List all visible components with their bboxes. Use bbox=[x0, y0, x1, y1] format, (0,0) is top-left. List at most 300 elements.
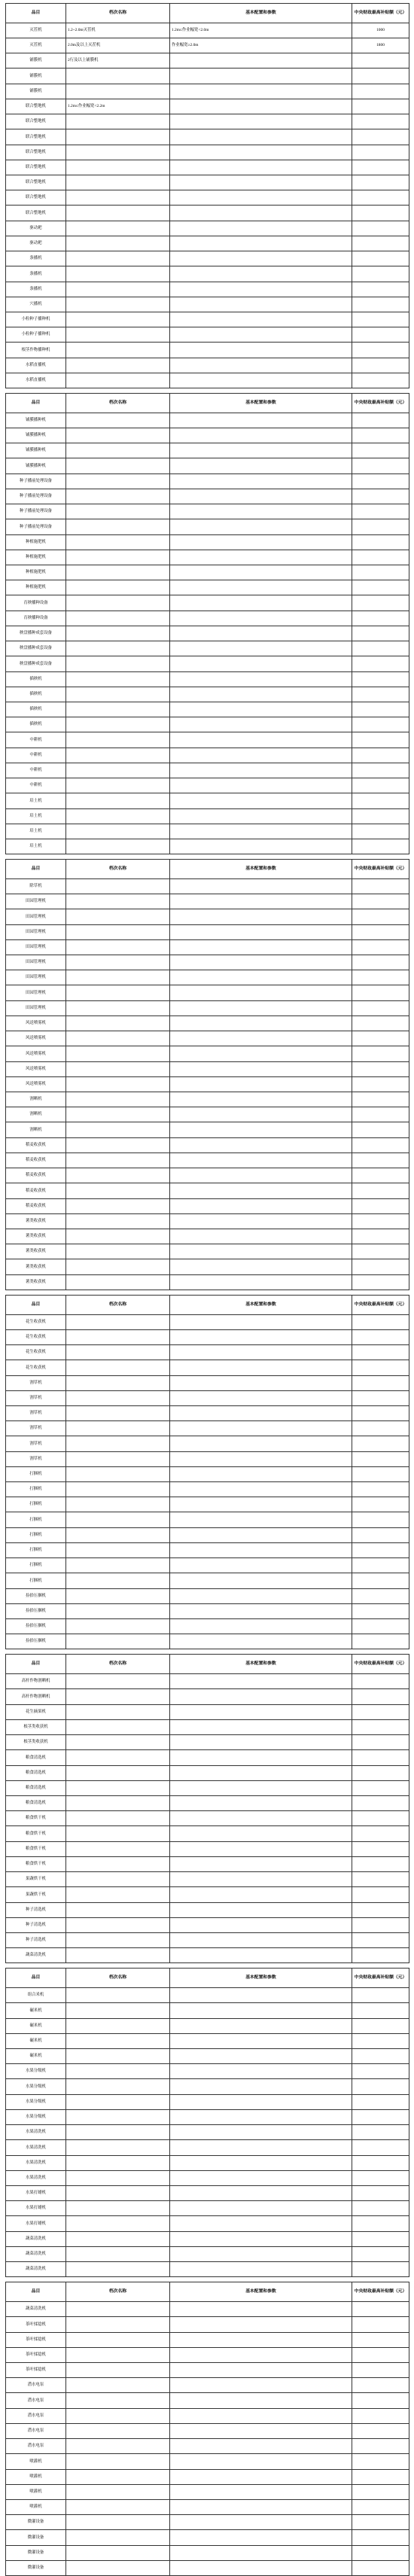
header-price: 中央财政最高补贴额（元） bbox=[352, 860, 409, 879]
cell-spec bbox=[170, 2109, 352, 2124]
cell-spec bbox=[170, 641, 352, 656]
cell-name bbox=[66, 2393, 170, 2408]
cell-category: 种植施肥机 bbox=[6, 565, 66, 580]
cell-price bbox=[352, 413, 409, 428]
cell-category: 风送喷雾机 bbox=[6, 1061, 66, 1076]
table-row bbox=[6, 1619, 409, 1634]
cell-name bbox=[66, 1274, 170, 1290]
cell-price bbox=[352, 1122, 409, 1137]
cell-spec bbox=[170, 702, 352, 717]
table-row bbox=[6, 428, 409, 443]
cell-spec bbox=[170, 84, 352, 99]
cell-price bbox=[352, 1451, 409, 1466]
cell-category: 插秧机 bbox=[6, 717, 66, 732]
cell-category: 薯类收获机 bbox=[6, 1244, 66, 1259]
cell-category: 水果清洗机 bbox=[6, 2155, 66, 2170]
cell-name bbox=[66, 565, 170, 580]
cell-name bbox=[66, 1436, 170, 1451]
table-row bbox=[6, 2423, 409, 2438]
cell-name bbox=[66, 2560, 170, 2575]
cell-name bbox=[66, 2362, 170, 2377]
cell-category: 铺膜播种机 bbox=[6, 443, 66, 458]
table-row bbox=[6, 955, 409, 970]
cell-name bbox=[66, 1795, 170, 1810]
table-header-row bbox=[6, 2282, 409, 2302]
cell-name bbox=[66, 473, 170, 489]
cell-name bbox=[66, 1603, 170, 1618]
table-row bbox=[6, 2439, 409, 2454]
cell-name bbox=[66, 1183, 170, 1198]
subsidy-table-section bbox=[5, 2282, 409, 2576]
table-row bbox=[6, 565, 409, 580]
cell-name bbox=[66, 687, 170, 702]
cell-name bbox=[66, 1061, 170, 1076]
cell-price bbox=[352, 1213, 409, 1229]
cell-category: 驱动耙 bbox=[6, 221, 66, 236]
table-row bbox=[6, 878, 409, 894]
table-row bbox=[6, 221, 409, 236]
table-row bbox=[6, 23, 409, 38]
cell-category: 割晒机 bbox=[6, 1092, 66, 1107]
cell-category: 根茎类收获机 bbox=[6, 1735, 66, 1750]
table-row bbox=[6, 206, 409, 221]
cell-price bbox=[352, 2530, 409, 2545]
cell-price bbox=[352, 1314, 409, 1329]
cell-category: 蔬菜清洗机 bbox=[6, 2246, 66, 2261]
cell-name bbox=[66, 160, 170, 175]
header-category: 品目 bbox=[6, 1655, 66, 1674]
table-row bbox=[6, 1482, 409, 1497]
table-row bbox=[6, 1213, 409, 1229]
table-row bbox=[6, 763, 409, 778]
cell-category: 小粒种子播种机 bbox=[6, 327, 66, 343]
table-row bbox=[6, 748, 409, 763]
cell-spec bbox=[170, 656, 352, 671]
table-header-row bbox=[6, 4, 409, 23]
cell-category: 割草机 bbox=[6, 1375, 66, 1390]
cell-category: 水果清洗机 bbox=[6, 2125, 66, 2140]
cell-name bbox=[66, 129, 170, 145]
cell-price bbox=[352, 939, 409, 955]
cell-spec bbox=[170, 671, 352, 687]
cell-name bbox=[66, 1765, 170, 1780]
cell-category: 潜水电泵 bbox=[6, 2408, 66, 2423]
cell-category: 茶叶揉捻机 bbox=[6, 2347, 66, 2362]
cell-spec bbox=[170, 2049, 352, 2064]
cell-category: 粮食清选机 bbox=[6, 1765, 66, 1780]
table-row bbox=[6, 236, 409, 251]
cell-name bbox=[66, 824, 170, 839]
cell-category: 驱动耙 bbox=[6, 236, 66, 251]
cell-spec bbox=[170, 1061, 352, 1076]
table-row bbox=[6, 808, 409, 824]
cell-name bbox=[66, 2545, 170, 2560]
cell-spec bbox=[170, 1780, 352, 1795]
cell-name bbox=[66, 778, 170, 793]
subsidy-table bbox=[5, 393, 409, 854]
cell-price bbox=[352, 2439, 409, 2454]
cell-spec bbox=[170, 2439, 352, 2454]
cell-spec: 作业幅宽≥2.0m bbox=[170, 38, 352, 53]
cell-price bbox=[352, 2408, 409, 2423]
header-name: 档次名称 bbox=[66, 1295, 170, 1314]
cell-name bbox=[66, 2484, 170, 2499]
cell-price bbox=[352, 1917, 409, 1932]
cell-name bbox=[66, 550, 170, 565]
cell-price bbox=[352, 580, 409, 595]
table-row bbox=[6, 1765, 409, 1780]
table-row bbox=[6, 717, 409, 732]
cell-name bbox=[66, 519, 170, 534]
table-row bbox=[6, 358, 409, 373]
cell-spec bbox=[170, 763, 352, 778]
table-row bbox=[6, 1092, 409, 1107]
table-row bbox=[6, 413, 409, 428]
cell-category: 中耕机 bbox=[6, 748, 66, 763]
cell-price bbox=[352, 671, 409, 687]
cell-name bbox=[66, 955, 170, 970]
cell-spec bbox=[170, 611, 352, 626]
header-price: 中央财政最高补贴额（元） bbox=[352, 394, 409, 413]
cell-price bbox=[352, 1887, 409, 1902]
subsidy-table-section bbox=[5, 1295, 409, 1650]
cell-category: 条播机 bbox=[6, 266, 66, 282]
cell-spec bbox=[170, 1360, 352, 1375]
cell-name bbox=[66, 251, 170, 266]
cell-category: 联合整地机 bbox=[6, 99, 66, 114]
cell-spec bbox=[170, 2530, 352, 2545]
table-row bbox=[6, 2246, 409, 2261]
cell-name bbox=[66, 1375, 170, 1390]
cell-price bbox=[352, 1183, 409, 1198]
cell-price bbox=[352, 1274, 409, 1290]
cell-price bbox=[352, 1735, 409, 1750]
cell-name bbox=[66, 580, 170, 595]
cell-spec bbox=[170, 2246, 352, 2261]
cell-category: 联合整地机 bbox=[6, 129, 66, 145]
cell-price bbox=[352, 145, 409, 160]
table-row bbox=[6, 894, 409, 909]
cell-category: 果蔬烘干机 bbox=[6, 1887, 66, 1902]
cell-price bbox=[352, 839, 409, 854]
cell-category: 碾米机 bbox=[6, 2049, 66, 2064]
header-name: 档次名称 bbox=[66, 2282, 170, 2302]
cell-category: 种植施肥机 bbox=[6, 580, 66, 595]
cell-name bbox=[66, 1811, 170, 1826]
cell-category: 组合米机 bbox=[6, 1988, 66, 2003]
cell-price bbox=[352, 343, 409, 358]
cell-price bbox=[352, 748, 409, 763]
cell-spec bbox=[170, 1015, 352, 1031]
cell-spec bbox=[170, 1314, 352, 1329]
cell-price bbox=[352, 1603, 409, 1618]
subsidy-table bbox=[5, 859, 409, 1290]
cell-name bbox=[66, 1466, 170, 1481]
header-price: 中央财政最高补贴额（元） bbox=[352, 4, 409, 23]
cell-category: 粮食烘干机 bbox=[6, 1826, 66, 1841]
cell-price bbox=[352, 1107, 409, 1122]
cell-spec bbox=[170, 2423, 352, 2438]
cell-category: 捡拾压捆机 bbox=[6, 1634, 66, 1649]
cell-price bbox=[352, 251, 409, 266]
cell-spec bbox=[170, 1122, 352, 1137]
cell-name bbox=[66, 1527, 170, 1542]
cell-name bbox=[66, 763, 170, 778]
cell-spec bbox=[170, 236, 352, 251]
table-row bbox=[6, 312, 409, 327]
header-category: 品目 bbox=[6, 860, 66, 879]
cell-category: 割草机 bbox=[6, 1436, 66, 1451]
cell-price bbox=[352, 2094, 409, 2109]
cell-category: 碾米机 bbox=[6, 2033, 66, 2048]
cell-category: 水稻直播机 bbox=[6, 358, 66, 373]
cell-price bbox=[352, 2064, 409, 2079]
cell-spec bbox=[170, 748, 352, 763]
cell-spec bbox=[170, 343, 352, 358]
cell-category: 水果分级机 bbox=[6, 2064, 66, 2079]
cell-category: 小粒种子播种机 bbox=[6, 312, 66, 327]
cell-category: 潜水电泵 bbox=[6, 2439, 66, 2454]
cell-name bbox=[66, 894, 170, 909]
table-row bbox=[6, 2332, 409, 2347]
cell-price bbox=[352, 473, 409, 489]
table-row bbox=[6, 1153, 409, 1168]
cell-name bbox=[66, 2317, 170, 2332]
cell-price bbox=[352, 2018, 409, 2033]
cell-price bbox=[352, 1795, 409, 1810]
cell-name bbox=[66, 2170, 170, 2185]
cell-price bbox=[352, 1092, 409, 1107]
table-row bbox=[6, 1887, 409, 1902]
cell-name bbox=[66, 2423, 170, 2438]
cell-name bbox=[66, 1542, 170, 1557]
table-row bbox=[6, 1046, 409, 1061]
cell-price bbox=[352, 2216, 409, 2231]
cell-name bbox=[66, 924, 170, 939]
subsidy-table bbox=[5, 1654, 409, 1963]
cell-spec bbox=[170, 1497, 352, 1512]
cell-spec bbox=[170, 1137, 352, 1153]
cell-category: 薯类收获机 bbox=[6, 1229, 66, 1244]
cell-spec bbox=[170, 1244, 352, 1259]
subsidy-table bbox=[5, 3, 409, 388]
cell-category: 田园管理机 bbox=[6, 894, 66, 909]
cell-spec bbox=[170, 2515, 352, 2530]
cell-spec bbox=[170, 939, 352, 955]
cell-category: 薯类收获机 bbox=[6, 1274, 66, 1290]
table-row bbox=[6, 2216, 409, 2231]
cell-spec bbox=[170, 2393, 352, 2408]
table-row bbox=[6, 2109, 409, 2124]
table-row bbox=[6, 2140, 409, 2155]
table-row bbox=[6, 2033, 409, 2048]
cell-name bbox=[66, 1750, 170, 1765]
cell-spec bbox=[170, 145, 352, 160]
cell-price bbox=[352, 519, 409, 534]
cell-name bbox=[66, 2018, 170, 2033]
cell-spec bbox=[170, 1674, 352, 1689]
cell-category: 稻麦收获机 bbox=[6, 1183, 66, 1198]
cell-name bbox=[66, 2125, 170, 2140]
table-row bbox=[6, 1329, 409, 1344]
cell-category: 水果分级机 bbox=[6, 2109, 66, 2124]
cell-category: 水果分级机 bbox=[6, 2079, 66, 2094]
table-row bbox=[6, 84, 409, 99]
table-row bbox=[6, 1948, 409, 1963]
cell-name bbox=[66, 327, 170, 343]
table-row bbox=[6, 1031, 409, 1046]
cell-spec bbox=[170, 519, 352, 534]
cell-category: 田园管理机 bbox=[6, 909, 66, 924]
cell-price bbox=[352, 428, 409, 443]
cell-name bbox=[66, 1168, 170, 1183]
cell-price bbox=[352, 1259, 409, 1274]
table-row bbox=[6, 924, 409, 939]
cell-name bbox=[66, 1244, 170, 1259]
header-name: 档次名称 bbox=[66, 4, 170, 23]
cell-category: 稻麦收获机 bbox=[6, 1168, 66, 1183]
cell-spec bbox=[170, 1421, 352, 1436]
cell-spec bbox=[170, 1436, 352, 1451]
cell-category: 种子播前处理设备 bbox=[6, 519, 66, 534]
cell-name bbox=[66, 626, 170, 641]
cell-name bbox=[66, 1421, 170, 1436]
cell-name bbox=[66, 2155, 170, 2170]
cell-name bbox=[66, 1588, 170, 1603]
cell-spec bbox=[170, 2545, 352, 2560]
cell-name bbox=[66, 114, 170, 129]
cell-name bbox=[66, 1558, 170, 1573]
table-row bbox=[6, 2064, 409, 2079]
cell-name bbox=[66, 1674, 170, 1689]
cell-spec bbox=[170, 2033, 352, 2048]
cell-price bbox=[352, 1932, 409, 1947]
cell-category: 茶叶揉捻机 bbox=[6, 2332, 66, 2347]
cell-category: 捡拾压捆机 bbox=[6, 1603, 66, 1618]
table-row bbox=[6, 458, 409, 473]
cell-category: 打捆机 bbox=[6, 1573, 66, 1588]
cell-name bbox=[66, 1948, 170, 1963]
cell-spec bbox=[170, 2018, 352, 2033]
cell-price: 1000 bbox=[352, 23, 409, 38]
table-row bbox=[6, 1872, 409, 1887]
cell-spec bbox=[170, 2332, 352, 2347]
cell-name bbox=[66, 2530, 170, 2545]
cell-price bbox=[352, 2484, 409, 2499]
cell-name bbox=[66, 1482, 170, 1497]
cell-name bbox=[66, 1619, 170, 1634]
cell-category: 育秧播种设备 bbox=[6, 595, 66, 611]
cell-price bbox=[352, 1168, 409, 1183]
cell-price bbox=[352, 2201, 409, 2216]
table-row bbox=[6, 2018, 409, 2033]
cell-name bbox=[66, 1887, 170, 1902]
table-row bbox=[6, 2484, 409, 2499]
cell-spec bbox=[170, 53, 352, 69]
table-row bbox=[6, 1375, 409, 1390]
table-row bbox=[6, 2408, 409, 2423]
cell-price bbox=[352, 327, 409, 343]
table-row bbox=[6, 626, 409, 641]
table-row bbox=[6, 641, 409, 656]
table-row bbox=[6, 2347, 409, 2362]
cell-category: 花生收获机 bbox=[6, 1360, 66, 1375]
cell-category: 蔬菜清洗机 bbox=[6, 2231, 66, 2246]
cell-price bbox=[352, 2262, 409, 2277]
table-row bbox=[6, 1841, 409, 1856]
cell-price bbox=[352, 2246, 409, 2261]
cell-name bbox=[66, 1259, 170, 1274]
cell-price bbox=[352, 1137, 409, 1153]
table-row bbox=[6, 2378, 409, 2393]
cell-price bbox=[352, 1826, 409, 1841]
cell-category: 水果打蜡机 bbox=[6, 2216, 66, 2231]
table-row bbox=[6, 2155, 409, 2170]
table-row bbox=[6, 1634, 409, 1649]
subsidy-table-section bbox=[5, 1654, 409, 1963]
table-row bbox=[6, 824, 409, 839]
cell-name: 2.0m及以上灭茬机 bbox=[66, 38, 170, 53]
cell-name bbox=[66, 1841, 170, 1856]
cell-price bbox=[352, 2499, 409, 2514]
cell-spec bbox=[170, 1619, 352, 1634]
cell-spec bbox=[170, 1558, 352, 1573]
cell-category: 蔬菜清洗机 bbox=[6, 2302, 66, 2317]
cell-price bbox=[352, 909, 409, 924]
cell-name bbox=[66, 1213, 170, 1229]
cell-category: 花生摘果机 bbox=[6, 1704, 66, 1719]
cell-category: 田园管理机 bbox=[6, 939, 66, 955]
table-row bbox=[6, 1137, 409, 1153]
table-row bbox=[6, 519, 409, 534]
cell-spec bbox=[170, 2302, 352, 2317]
cell-category: 打捆机 bbox=[6, 1527, 66, 1542]
cell-category: 割草机 bbox=[6, 1405, 66, 1420]
cell-price bbox=[352, 732, 409, 748]
cell-name bbox=[66, 413, 170, 428]
header-name: 档次名称 bbox=[66, 394, 170, 413]
table-row bbox=[6, 1274, 409, 1290]
cell-price bbox=[352, 266, 409, 282]
cell-spec bbox=[170, 1466, 352, 1481]
cell-spec bbox=[170, 778, 352, 793]
table-row bbox=[6, 839, 409, 854]
cell-spec bbox=[170, 1000, 352, 1015]
cell-spec bbox=[170, 1451, 352, 1466]
cell-spec bbox=[170, 909, 352, 924]
cell-name bbox=[66, 2140, 170, 2155]
cell-spec bbox=[170, 206, 352, 221]
cell-category: 除草机 bbox=[6, 878, 66, 894]
cell-category: 田园管理机 bbox=[6, 1000, 66, 1015]
cell-name bbox=[66, 1689, 170, 1704]
cell-name bbox=[66, 1735, 170, 1750]
cell-category: 联合整地机 bbox=[6, 206, 66, 221]
cell-name: 2行及以上铺膜机 bbox=[66, 53, 170, 69]
cell-price bbox=[352, 84, 409, 99]
cell-spec bbox=[170, 489, 352, 504]
cell-name bbox=[66, 1000, 170, 1015]
cell-name bbox=[66, 1314, 170, 1329]
cell-name bbox=[66, 2347, 170, 2362]
cell-price bbox=[352, 656, 409, 671]
cell-name bbox=[66, 1329, 170, 1344]
header-category: 品目 bbox=[6, 1295, 66, 1314]
cell-price bbox=[352, 1405, 409, 1420]
cell-price bbox=[352, 894, 409, 909]
cell-category: 风送喷雾机 bbox=[6, 1046, 66, 1061]
header-category: 品目 bbox=[6, 1969, 66, 1988]
